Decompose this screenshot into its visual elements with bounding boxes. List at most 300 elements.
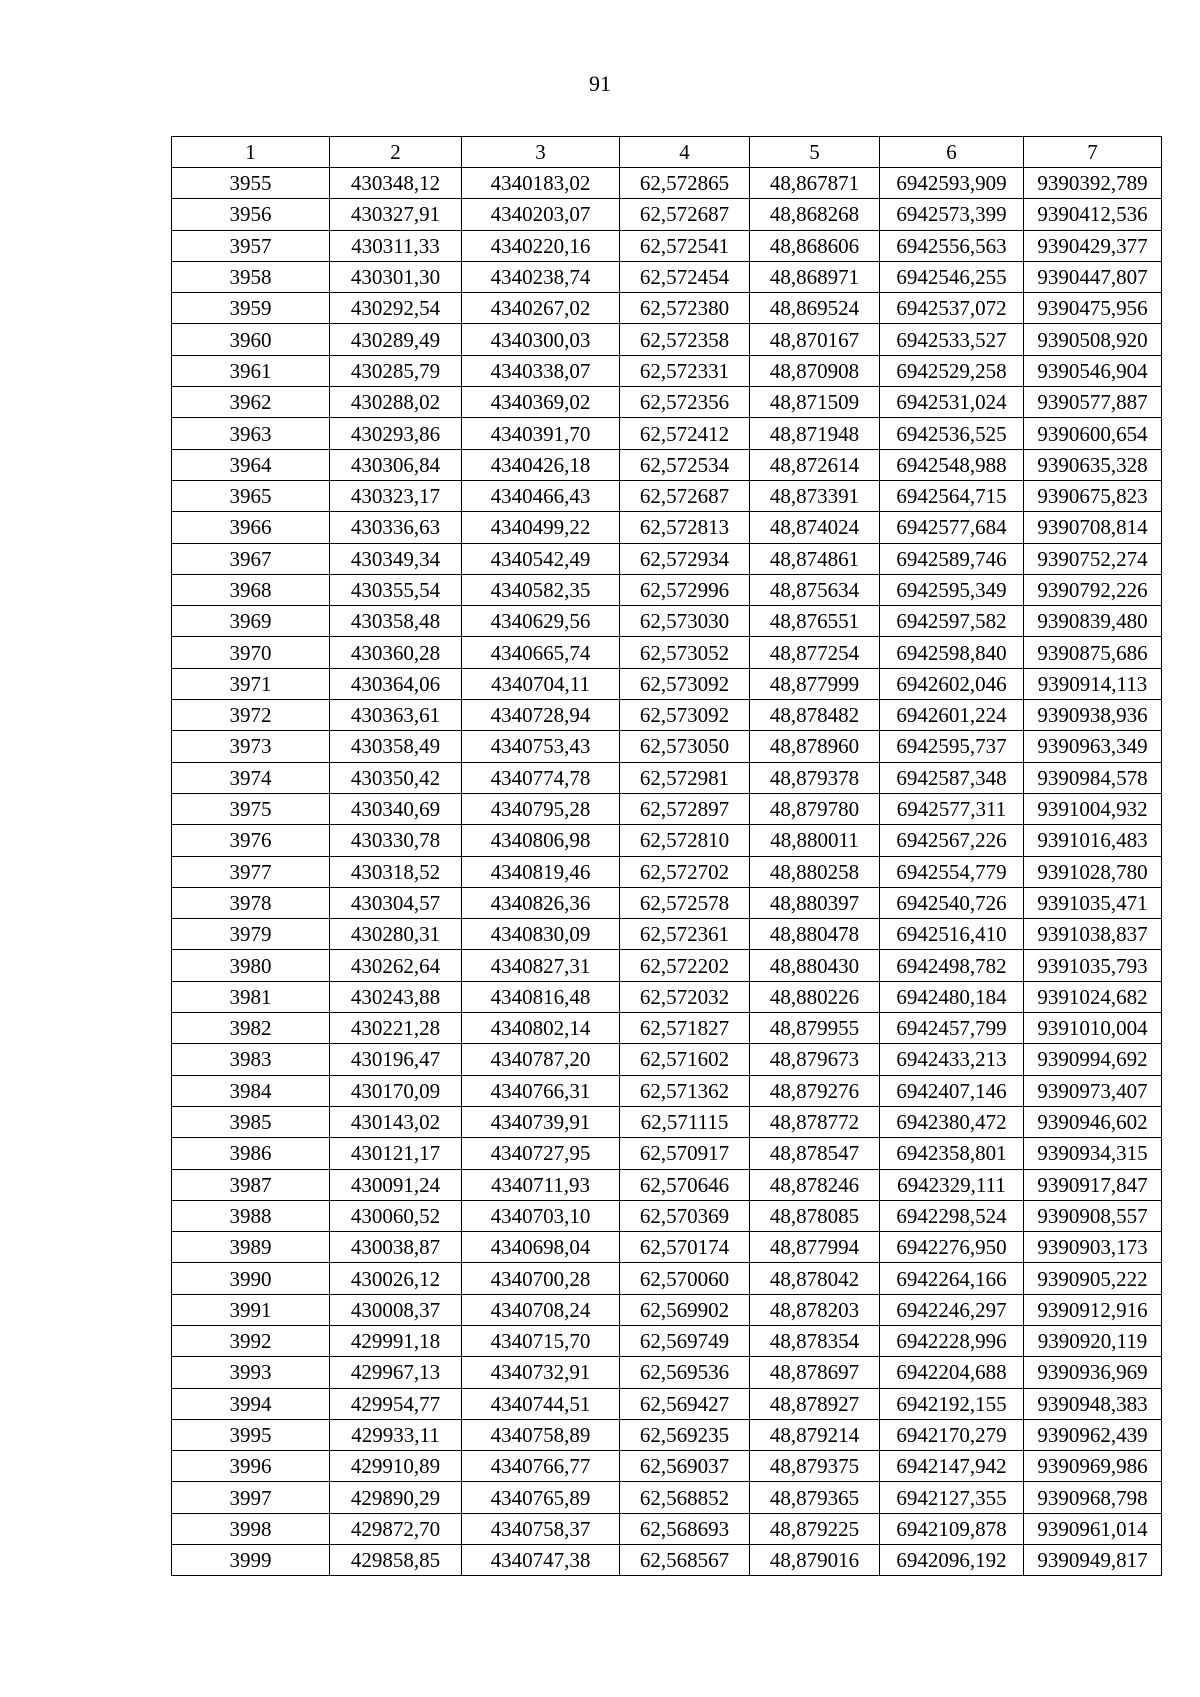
table-cell-col-3: 4340183,02 [462,168,620,199]
table-cell-col-7: 9390905,222 [1024,1263,1162,1294]
table-cell-col-3: 4340700,28 [462,1263,620,1294]
table-cell-col-2: 430280,31 [330,919,462,950]
table-cell-col-3: 4340708,24 [462,1294,620,1325]
table-cell-col-2: 430196,47 [330,1044,462,1075]
table-cell-col-1: 3955 [172,168,330,199]
table-cell-col-5: 48,879214 [750,1419,880,1450]
table-row [172,293,1162,324]
table-row [172,512,1162,543]
table-cell-col-2: 429967,13 [330,1357,462,1388]
table-cell-col-5: 48,878203 [750,1294,880,1325]
table-cell-col-4: 62,569037 [620,1451,750,1482]
table-cell-col-3: 4340766,31 [462,1075,620,1106]
table-row [172,1325,1162,1356]
table-cell-col-1: 3985 [172,1106,330,1137]
table-cell-col-2: 429954,77 [330,1388,462,1419]
table-cell-col-6: 6942587,348 [880,762,1024,793]
table-cell-col-4: 62,570369 [620,1200,750,1231]
table-row [172,1357,1162,1388]
table-row [172,1169,1162,1200]
table-cell-col-6: 6942480,184 [880,981,1024,1012]
table-cell-col-3: 4340787,20 [462,1044,620,1075]
table-cell-col-4: 62,573030 [620,606,750,637]
table-cell-col-3: 4340795,28 [462,793,620,824]
table-cell-col-1: 3992 [172,1325,330,1356]
table-row [172,449,1162,480]
table-cell-col-2: 430323,17 [330,480,462,511]
table-cell-col-3: 4340826,36 [462,887,620,918]
table-cell-col-1: 3974 [172,762,330,793]
table-row [172,887,1162,918]
table-cell-col-2: 430262,64 [330,950,462,981]
table-cell-col-4: 62,571362 [620,1075,750,1106]
table-row [172,1388,1162,1419]
table-cell-col-5: 48,878482 [750,700,880,731]
table-cell-col-7: 9390447,807 [1024,261,1162,292]
table-cell-col-7: 9391010,004 [1024,1013,1162,1044]
table-cell-col-1: 3993 [172,1357,330,1388]
table-cell-col-6: 6942529,258 [880,355,1024,386]
table-cell-col-4: 62,573052 [620,637,750,668]
table-cell-col-5: 48,880258 [750,856,880,887]
table-cell-col-1: 3989 [172,1232,330,1263]
table-cell-col-4: 62,572331 [620,355,750,386]
table-cell-col-6: 6942598,840 [880,637,1024,668]
table-cell-col-1: 3980 [172,950,330,981]
table-cell-col-5: 48,875634 [750,574,880,605]
table-cell-col-4: 62,572810 [620,825,750,856]
table-cell-col-2: 430348,12 [330,168,462,199]
table-cell-col-7: 9390984,578 [1024,762,1162,793]
table-cell-col-6: 6942601,224 [880,700,1024,731]
table-cell-col-2: 430292,54 [330,293,462,324]
table-cell-col-4: 62,572412 [620,418,750,449]
table-cell-col-2: 430318,52 [330,856,462,887]
page-number: 91 [589,71,611,96]
table-cell-col-4: 62,572981 [620,762,750,793]
table-row [172,1513,1162,1544]
table-cell-col-7: 9390920,119 [1024,1325,1162,1356]
table-cell-col-7: 9390708,814 [1024,512,1162,543]
table-cell-col-2: 430340,69 [330,793,462,824]
table-cell-col-6: 6942602,046 [880,668,1024,699]
table-cell-col-3: 4340827,31 [462,950,620,981]
table-cell-col-4: 62,572934 [620,543,750,574]
table-cell-col-3: 4340732,91 [462,1357,620,1388]
table-cell-col-7: 9390635,328 [1024,449,1162,480]
table-cell-col-1: 3963 [172,418,330,449]
table-cell-col-1: 3969 [172,606,330,637]
table-cell-col-2: 430364,06 [330,668,462,699]
table-cell-col-6: 6942433,213 [880,1044,1024,1075]
table-cell-col-3: 4340426,18 [462,449,620,480]
table-cell-col-5: 48,880397 [750,887,880,918]
table-cell-col-1: 3983 [172,1044,330,1075]
table-cell-col-6: 6942531,024 [880,387,1024,418]
table-cell-col-5: 48,868606 [750,230,880,261]
table-cell-col-7: 9390429,377 [1024,230,1162,261]
table-cell-col-5: 48,880011 [750,825,880,856]
table-cell-col-5: 48,879016 [750,1545,880,1576]
table-cell-col-4: 62,569427 [620,1388,750,1419]
table-row [172,919,1162,950]
table-row [172,574,1162,605]
table-cell-col-1: 3986 [172,1138,330,1169]
table-cell-col-1: 3996 [172,1451,330,1482]
table-row [172,700,1162,731]
table-cell-col-6: 6942536,525 [880,418,1024,449]
table-cell-col-7: 9390577,887 [1024,387,1162,418]
table-cell-col-4: 62,572865 [620,168,750,199]
table-cell-col-3: 4340703,10 [462,1200,620,1231]
table-cell-col-5: 48,879378 [750,762,880,793]
table-row [172,1013,1162,1044]
table-cell-col-7: 9390917,847 [1024,1169,1162,1200]
table-cell-col-1: 3981 [172,981,330,1012]
table-cell-col-6: 6942457,799 [880,1013,1024,1044]
table-cell-col-2: 430304,57 [330,887,462,918]
table-cell-col-7: 9390969,986 [1024,1451,1162,1482]
table-cell-col-3: 4340665,74 [462,637,620,668]
table-cell-col-6: 6942096,192 [880,1545,1024,1576]
table-cell-col-2: 430360,28 [330,637,462,668]
table-cell-col-4: 62,572687 [620,199,750,230]
table-cell-col-3: 4340238,74 [462,261,620,292]
table-cell-col-4: 62,569902 [620,1294,750,1325]
table-cell-col-6: 6942546,255 [880,261,1024,292]
table-cell-col-7: 9391024,682 [1024,981,1162,1012]
table-cell-col-2: 429890,29 [330,1482,462,1513]
table-cell-col-2: 430336,63 [330,512,462,543]
table-cell-col-5: 48,877994 [750,1232,880,1263]
table-cell-col-1: 3978 [172,887,330,918]
table-row [172,1075,1162,1106]
table-cell-col-1: 3965 [172,480,330,511]
table-cell-col-7: 9390392,789 [1024,168,1162,199]
table-cell-col-1: 3977 [172,856,330,887]
table-cell-col-5: 48,879365 [750,1482,880,1513]
table-cell-col-2: 430008,37 [330,1294,462,1325]
table-cell-col-3: 4340806,98 [462,825,620,856]
table-cell-col-6: 6942228,996 [880,1325,1024,1356]
table-cell-col-2: 430350,42 [330,762,462,793]
table-cell-col-6: 6942577,311 [880,793,1024,824]
table-cell-col-1: 3982 [172,1013,330,1044]
table-cell-col-6: 6942556,563 [880,230,1024,261]
table-cell-col-4: 62,572380 [620,293,750,324]
table-row [172,418,1162,449]
table-row [172,731,1162,762]
column-header-4: 4 [620,137,750,168]
table-cell-col-2: 430060,52 [330,1200,462,1231]
table-cell-col-2: 430330,78 [330,825,462,856]
table-cell-col-2: 430301,30 [330,261,462,292]
table-cell-col-7: 9391035,793 [1024,950,1162,981]
table-cell-col-7: 9390675,823 [1024,480,1162,511]
table-cell-col-1: 3976 [172,825,330,856]
table-cell-col-2: 430349,34 [330,543,462,574]
table-cell-col-1: 3960 [172,324,330,355]
table-cell-col-7: 9390792,226 [1024,574,1162,605]
table-cell-col-2: 429858,85 [330,1545,462,1576]
table-cell-col-5: 48,871948 [750,418,880,449]
table-row [172,543,1162,574]
table-row [172,950,1162,981]
table-cell-col-7: 9391016,483 [1024,825,1162,856]
table-cell-col-6: 6942577,684 [880,512,1024,543]
table-cell-col-4: 62,568852 [620,1482,750,1513]
table-cell-col-5: 48,879780 [750,793,880,824]
table-cell-col-3: 4340542,49 [462,543,620,574]
table-cell-col-5: 48,873391 [750,480,880,511]
table-cell-col-3: 4340499,22 [462,512,620,543]
table-cell-col-1: 3967 [172,543,330,574]
table-cell-col-4: 62,571827 [620,1013,750,1044]
table-row [172,1545,1162,1576]
table-cell-col-5: 48,879955 [750,1013,880,1044]
table-cell-col-6: 6942298,524 [880,1200,1024,1231]
table-cell-col-7: 9390508,920 [1024,324,1162,355]
table-cell-col-6: 6942554,779 [880,856,1024,887]
table-row [172,793,1162,824]
table-cell-col-4: 62,572032 [620,981,750,1012]
table-cell-col-4: 62,573050 [620,731,750,762]
table-cell-col-4: 62,572578 [620,887,750,918]
column-header-7: 7 [1024,137,1162,168]
column-header-6: 6 [880,137,1024,168]
table-cell-col-7: 9390546,904 [1024,355,1162,386]
table-cell-col-4: 62,572358 [620,324,750,355]
table-cell-col-1: 3999 [172,1545,330,1576]
table-cell-col-5: 48,868971 [750,261,880,292]
table-cell-col-3: 4340338,07 [462,355,620,386]
table-cell-col-1: 3956 [172,199,330,230]
table-cell-col-5: 48,877254 [750,637,880,668]
table-cell-col-2: 430289,49 [330,324,462,355]
table-cell-col-7: 9390948,383 [1024,1388,1162,1419]
table-cell-col-7: 9390839,480 [1024,606,1162,637]
table-cell-col-3: 4340727,95 [462,1138,620,1169]
table-cell-col-5: 48,879375 [750,1451,880,1482]
table-cell-col-7: 9390968,798 [1024,1482,1162,1513]
table-cell-col-7: 9390903,173 [1024,1232,1162,1263]
table-cell-col-4: 62,568693 [620,1513,750,1544]
table-cell-col-3: 4340220,16 [462,230,620,261]
table-cell-col-4: 62,572202 [620,950,750,981]
table-row [172,1419,1162,1450]
table-row [172,199,1162,230]
table-row [172,230,1162,261]
table-cell-col-4: 62,572361 [620,919,750,950]
table-cell-col-3: 4340766,77 [462,1451,620,1482]
table-cell-col-2: 430170,09 [330,1075,462,1106]
table-cell-col-4: 62,569536 [620,1357,750,1388]
table-cell-col-5: 48,877999 [750,668,880,699]
table-row [172,387,1162,418]
table-cell-col-5: 48,878354 [750,1325,880,1356]
table-cell-col-1: 3964 [172,449,330,480]
table-cell-col-3: 4340582,35 [462,574,620,605]
table-cell-col-4: 62,571115 [620,1106,750,1137]
table-cell-col-6: 6942246,297 [880,1294,1024,1325]
table-cell-col-7: 9390961,014 [1024,1513,1162,1544]
table-cell-col-1: 3966 [172,512,330,543]
table-cell-col-5: 48,872614 [750,449,880,480]
table-cell-col-2: 429872,70 [330,1513,462,1544]
table-cell-col-6: 6942540,726 [880,887,1024,918]
table-cell-col-5: 48,880430 [750,950,880,981]
table-cell-col-4: 62,569749 [620,1325,750,1356]
table-row [172,668,1162,699]
table-row [172,825,1162,856]
table-cell-col-1: 3998 [172,1513,330,1544]
table-row [172,762,1162,793]
table-cell-col-5: 48,869524 [750,293,880,324]
table-row [172,261,1162,292]
table-row [172,856,1162,887]
table-row [172,1451,1162,1482]
table-cell-col-1: 3958 [172,261,330,292]
table-cell-col-5: 48,879276 [750,1075,880,1106]
table-cell-col-1: 3975 [172,793,330,824]
table-cell-col-5: 48,880478 [750,919,880,950]
table-cell-col-1: 3987 [172,1169,330,1200]
table-cell-col-6: 6942548,988 [880,449,1024,480]
table-cell-col-6: 6942192,155 [880,1388,1024,1419]
table-cell-col-6: 6942567,226 [880,825,1024,856]
table-cell-col-5: 48,878246 [750,1169,880,1200]
table-cell-col-1: 3991 [172,1294,330,1325]
table-cell-col-7: 9390994,692 [1024,1044,1162,1075]
table-cell-col-2: 430306,84 [330,449,462,480]
table-cell-col-3: 4340758,89 [462,1419,620,1450]
table-cell-col-4: 62,568567 [620,1545,750,1576]
table-cell-col-1: 3984 [172,1075,330,1106]
table-cell-col-6: 6942533,527 [880,324,1024,355]
table-cell-col-6: 6942127,355 [880,1482,1024,1513]
table-header-row [172,137,1162,168]
table-cell-col-3: 4340816,48 [462,981,620,1012]
table-cell-col-7: 9390875,686 [1024,637,1162,668]
table-cell-col-5: 48,879673 [750,1044,880,1075]
table-cell-col-3: 4340711,93 [462,1169,620,1200]
table-cell-col-6: 6942537,072 [880,293,1024,324]
table-cell-col-1: 3997 [172,1482,330,1513]
table-cell-col-4: 62,572996 [620,574,750,605]
table-cell-col-5: 48,876551 [750,606,880,637]
table-cell-col-4: 62,570646 [620,1169,750,1200]
table-row [172,1200,1162,1231]
table-cell-col-1: 3971 [172,668,330,699]
column-header-1: 1 [172,137,330,168]
table-cell-col-7: 9390412,536 [1024,199,1162,230]
table-row [172,1294,1162,1325]
table-cell-col-1: 3973 [172,731,330,762]
table-cell-col-6: 6942109,878 [880,1513,1024,1544]
table-cell-col-5: 48,874861 [750,543,880,574]
column-header-5: 5 [750,137,880,168]
table-cell-col-1: 3957 [172,230,330,261]
table-cell-col-7: 9391004,932 [1024,793,1162,824]
table-cell-col-4: 62,573092 [620,700,750,731]
table-cell-col-2: 430026,12 [330,1263,462,1294]
table-cell-col-6: 6942516,410 [880,919,1024,950]
table-cell-col-7: 9390600,654 [1024,418,1162,449]
table-cell-col-7: 9390914,113 [1024,668,1162,699]
table-cell-col-6: 6942147,942 [880,1451,1024,1482]
table-cell-col-1: 3962 [172,387,330,418]
table-cell-col-1: 3972 [172,700,330,731]
table-cell-col-1: 3988 [172,1200,330,1231]
table-row [172,1044,1162,1075]
table-cell-col-6: 6942204,688 [880,1357,1024,1388]
table-cell-col-6: 6942276,950 [880,1232,1024,1263]
table-row [172,1138,1162,1169]
table-cell-col-3: 4340466,43 [462,480,620,511]
table-cell-col-7: 9390949,817 [1024,1545,1162,1576]
table-row [172,606,1162,637]
table-cell-col-2: 430311,33 [330,230,462,261]
table-cell-col-5: 48,867871 [750,168,880,199]
table-cell-col-1: 3961 [172,355,330,386]
table-cell-col-7: 9390912,916 [1024,1294,1162,1325]
table-cell-col-6: 6942358,801 [880,1138,1024,1169]
table-cell-col-4: 62,570174 [620,1232,750,1263]
table-cell-col-4: 62,572534 [620,449,750,480]
table-cell-col-7: 9390962,439 [1024,1419,1162,1450]
table-cell-col-6: 6942498,782 [880,950,1024,981]
table-cell-col-2: 430293,86 [330,418,462,449]
table-cell-col-4: 62,572541 [620,230,750,261]
table-cell-col-4: 62,572813 [620,512,750,543]
table-cell-col-5: 48,878042 [750,1263,880,1294]
table-row [172,480,1162,511]
table-cell-col-5: 48,874024 [750,512,880,543]
table-cell-col-2: 430358,49 [330,731,462,762]
table-cell-col-3: 4340391,70 [462,418,620,449]
table-cell-col-3: 4340739,91 [462,1106,620,1137]
table-cell-col-7: 9390934,315 [1024,1138,1162,1169]
table-cell-col-2: 430038,87 [330,1232,462,1263]
table-cell-col-4: 62,572356 [620,387,750,418]
table-cell-col-2: 429910,89 [330,1451,462,1482]
table-cell-col-2: 429933,11 [330,1419,462,1450]
table-row [172,168,1162,199]
column-header-2: 2 [330,137,462,168]
table-cell-col-4: 62,572454 [620,261,750,292]
column-header-3: 3 [462,137,620,168]
table-cell-col-4: 62,571602 [620,1044,750,1075]
table-cell-col-3: 4340747,38 [462,1545,620,1576]
table-cell-col-4: 62,572687 [620,480,750,511]
table-cell-col-4: 62,569235 [620,1419,750,1450]
table-cell-col-2: 430121,17 [330,1138,462,1169]
table-cell-col-3: 4340369,02 [462,387,620,418]
table-cell-col-1: 3979 [172,919,330,950]
table-cell-col-1: 3968 [172,574,330,605]
table-cell-col-2: 430221,28 [330,1013,462,1044]
table-cell-col-7: 9390475,956 [1024,293,1162,324]
table-cell-col-4: 62,572897 [620,793,750,824]
table-cell-col-7: 9390936,969 [1024,1357,1162,1388]
table-cell-col-2: 430091,24 [330,1169,462,1200]
table-cell-col-2: 430143,02 [330,1106,462,1137]
table-cell-col-2: 430355,54 [330,574,462,605]
table-cell-col-3: 4340758,37 [462,1513,620,1544]
table-cell-col-5: 48,871509 [750,387,880,418]
table-cell-col-6: 6942170,279 [880,1419,1024,1450]
table-cell-col-3: 4340203,07 [462,199,620,230]
